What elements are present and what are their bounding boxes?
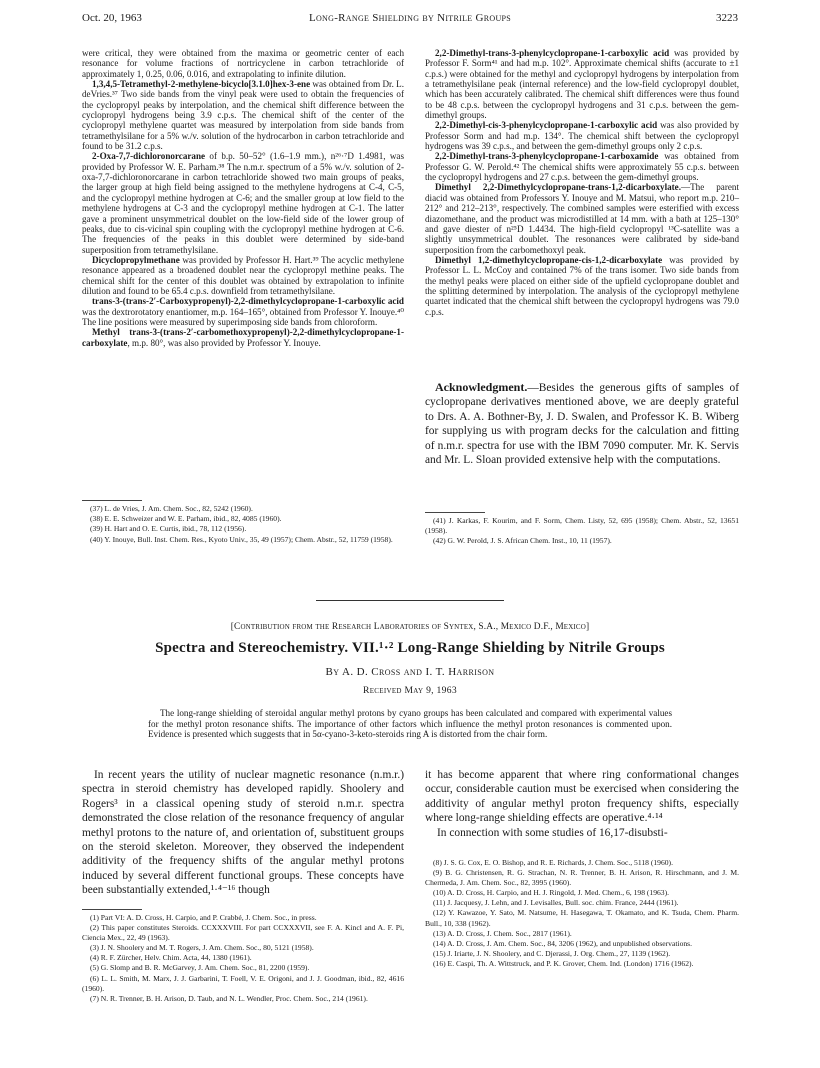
prev-article-right-column [425,48,739,317]
paragraph-text: was the dextrorotatory enantiomer, m.p. 164–165°, obtained from Professor Y. Inouye.⁴⁰ The line positions were measured by superimposing side bands from chloroform. [82,306,404,327]
header-date: Oct. 20, 1963 [82,12,142,24]
compound-name: trans-3-(trans-2′-Carboxypropenyl)-2,2-dimethylcyclopropane-1-carboxylic acid [92,296,404,307]
compound-name: 2-Oxa-7,7-dichloronorcarane [92,151,206,162]
paragraph [82,79,404,151]
paragraph-text: was obtained from Dr. L. deVries.³⁷ Two side bands from the vinyl peak were used to obtain the frequencies of the cyclopropyl peaks by interpolation, and the chemical shift difference between the cyclopropyl hydrogens being 3.9 c.p.s. The chemical shift of the center of the cyclopropyl methylene quartet was measured by interpolation from side bands from tetramethylsilane for a 5% w./v. solution of the hydrocarbon in carbon tetrachloride and found to be 31.2 c.p.s. [82,79,404,152]
footnote-rule [82,500,142,501]
footnote: (8) J. S. G. Cox, E. O. Bishop, and R. E. Richards, J. Chem. Soc., 5118 (1960). [433,858,673,867]
paragraph: were critical, they were obtained from the maxima or geometric center of each resonance for volume fractions of nortricyclene in carbon tetrachloride of approximately 1, 0.25, 0.06, 0.016, and extrapolating to infinite dilution. [82,48,404,79]
footnote: (12) Y. Kawazoe, Y. Sato, M. Natsume, H. Hasegawa, T. Okamato, and K. Tsuda, Chem. Pharm. Bull., 10, 338 (1962). [425,908,739,928]
paragraph [425,151,739,182]
footnote: (7) N. R. Trenner, B. H. Arison, D. Taub, and N. L. Wendler, Proc. Chem. Soc., 214 (1961). [90,993,368,1003]
footnote: (5) G. Slomp and B. R. McGarvey, J. Am. Chem. Soc., 81, 2200 (1959). [90,963,310,973]
acknowledgment-title: Acknowledgment. [435,380,528,394]
footnote-rule [82,909,142,910]
footnote: (3) J. N. Shoolery and M. T. Rogers, J. Am. Chem. Soc., 80, 5121 (1958). [90,943,314,953]
article-authors: By A. D. Cross and I. T. Harrison [325,666,495,678]
paragraph [82,255,404,296]
footnote: (9) B. G. Christensen, R. G. Strachan, N. R. Trenner, B. H. Arison, R. Hirschmann, and J. M. Chermeda, J. Am. Chem. Soc., 82, 3995 (1960). [425,868,739,888]
footnote: (11) J. Jacquesy, J. Lehn, and J. Levisalles, Bull. soc. chim. France, 2444 (1961). [433,898,679,908]
paragraph [425,255,739,317]
compound-name: 2,2-Dimethyl-cis-3-phenylcyclopropane-1-carboxylic acid [435,120,658,131]
footnote: (10) A. D. Cross, H. Carpio, and H. J. Ringold, J. Med. Chem., 6, 198 (1963). [433,888,670,898]
paragraph-text: was obtained from Professor G. W. Perold.⁴² The chemical shifts were approximately 55 c.p.s. between the cyclopropyl hydrogens and 27 c.p.s. between the gem-dimethyl groups. [425,151,739,183]
article-abstract: The long-range shielding of steroidal angular methyl protons by cyano groups has been calculated and compared with experimental values for the methyl proton resonance shifts. The importance of other factors which influence the methyl proton resonances is commented upon. Evidence is presented which suggests that in 5α-cyano-3-keto-steroids ring A is distorted from the chair form. [148,708,672,740]
header-running-title: Long-Range Shielding by Nitrile Groups [308,12,512,24]
paragraph-text: , m.p. 80°, was also provided by Professor Y. Inouye. [127,337,321,348]
paragraph [425,120,739,151]
paragraph-text: —The parent diacid was obtained from Professors Y. Inouye and M. Matsui, who report m.p. 210–212° and 212–213°, respectively. The combined samples were esterified with excess diazomethane, and the product was microdistilled at 14 mm. with a bath at 125–130° and gave diester of n²⁵D 1.4434. The high-field cyclopropyl ¹³C-satellite was a slightly unsymmetrical doublet. The resonances were calibrated by side-band superposition from the carbomethoxyl peak. [425,182,739,255]
paragraph-text: of b.p. 50–52° (1.6–1.9 mm.), n²⁶·⁷D 1.4981, was provided by Professor W. E. Parham.³⁸ The n.m.r. spectrum of a 5% w./v. solution of 2-oxa-7,7-dichloronorcarane in carbon tetrachloride showed two main groups of peaks, the larger group at high field being assigned to the methylene hydrogens at C-4, C-5, and the cyclopropyl methine hydrogen at C-6; and the smaller group at low field to the methylene hydrogens at C-3 and the cyclopropyl methine hydrogen at C-1. The latter gave a prominent unsymmetrical doublet on the low-field side of the lower group of peaks, due to cis-vicinal spin coupling with the cyclopropyl methine hydrogen at C-6. The frequencies of the peaks in this doublet were determined by side-band superposition from tetramethylsilane. [82,151,404,255]
compound-name: 2,2-Dimethyl-trans-3-phenylcyclopropane-1-carboxylic acid [435,48,670,58]
prev-article-right-footnotes [425,512,739,547]
footnote: (6) L. L. Smith, M. Marx, J. J. Garbarini, T. Foell, V. E. Origoni, and J. J. Goodman, ibid., 82, 4616 (1960). [82,973,404,993]
footnote: (13) A. D. Cross, J. Chem. Soc., 2817 (1961). [433,928,572,938]
footnote: (4) R. F. Zürcher, Helv. Chim. Acta, 44, 1380 (1961). [90,953,252,963]
compound-name: Dimethyl 1,2-dimethylcyclopropane-cis-1,2-dicarboxylate [435,254,663,265]
paragraph [82,327,404,348]
footnote: (16) E. Caspi, Th. A. Wittstruck, and P. K. Grover, Chem. Ind. (London) 1716 (1962). [433,958,694,968]
paragraph: In recent years the utility of nuclear magnetic resonance (n.m.r.) spectra in steroid chemistry has developed rapidly. Shoolery and Rogers³ in a classical opening study of steroid n.m.r. spectra demonstrated the close relation of the resonance frequency of angular methyl protons to the nature of, and orientation of, substituent groups on the steroid skeleton. Moreover, they observed the independent additivity of the frequency shifts of the angular methyl protons induced by several different functional groups. These concepts have been substantially extended,¹·⁴⁻¹⁶ though [82,769,404,897]
footnote: (42) G. W. Perold, J. S. African Chem. Inst., 10, 11 (1957). [433,536,612,546]
footnote: (15) J. Iriarte, J. N. Shoolery, and C. Djerassi, J. Org. Chem., 27, 1139 (1962). [433,948,671,958]
article-separator [316,600,504,601]
paragraph [425,48,739,120]
footnote: (41) J. Karkas, F. Kourim, and F. Sorm, Chem. Listy, 52, 695 (1958); Chem. Abstr., 52, 13651 (1958). [425,516,739,536]
footnote: (14) A. D. Cross, J. Am. Chem. Soc., 84, 3206 (1962), and unpublished observations. [433,938,693,948]
footnote: (39) H. Hart and O. E. Curtis, ibid., 78, 112 (1956). [90,524,247,534]
paragraph-text: was also provided by Professor Sorm and had m.p. 134°. The chemical shift between the cyclopropyl hydrogens was 39 c.p.s., and between the gem-dimethyl groups only 2 c.p.s. [425,120,739,152]
compound-name: Dimethyl 2,2-Dimethylcyclopropane-trans-1,2-dicarboxylate. [435,182,681,193]
footnote: (1) Part VI: A. D. Cross, H. Carpio, and P. Crabbé, J. Chem. Soc., in press. [90,913,317,922]
header-page-number: 3223 [716,12,738,24]
article-title: Spectra and Stereochemistry. VII.¹·² Long-Range Shielding by Nitrile Groups [155,640,665,656]
acknowledgment-text: —Besides the generous gifts of samples of cyclopropane derivatives mentioned above, we are deeply grateful to Drs. A. A. Bothner-By, J. D. Swalen, and Professor K. B. Wiberg for supplying us with program decks for the calculation and fitting of n.m.r. spectra for use with the IBM 7090 computer. Mr. K. Servis and Mr. L. Sloan provided extensive help with the computations. [425,382,739,467]
footnote: (38) E. E. Schweizer and W. E. Parham, ibid., 82, 4085 (1960). [90,514,282,524]
compound-name: 2,2-Dimethyl-trans-3-phenylcyclopropane-1-carboxamide [435,151,659,162]
paragraph-text: was provided by Professor L. L. McCoy and contained 7% of the trans isomer. Two side bands from the methyl peaks were placed on either side of the upfield cyclopropane doublet and the splitting determined by interpolation. The analysis of the cyclopropyl methylene quartet indicated that the chemical shift between the cyclopropyl hydrogens was 79.0 c.p.s. [425,254,739,317]
footnote: (2) This paper constitutes Steroids. CCXXXVIII. For part CCXXXVII, see F. A. Kincl and A. F. Pi, Ciencia Mex., 22, 49 (1963). [82,923,404,943]
article-footnotes-left [82,909,404,1004]
paragraph: In connection with some studies of 16,17-disubsti- [437,826,668,839]
paragraph-text: was provided by Professor F. Sorm⁴¹ and had m.p. 102°. Approximate chemical shifts (accurate to ±1 c.p.s.) were obtained for the methyl and cyclopropyl hydrogens by interpolation from a tetramethylsilane peak (internal reference) and the low-field cyclopropyl doublet, which has been accurately calibrated. The chemical shift differences were thus found to be 48 c.p.s. between the cyclopropyl hydrogens and 31 c.p.s. between the gem-dimethyl groups. [425,48,739,121]
article-body-right [425,768,739,840]
article-footnotes-right [425,858,739,969]
prev-article-left-column [82,48,404,348]
paragraph [425,182,739,254]
compound-name: Methyl trans-3-(trans-2′-carbomethoxypropenyl)-2,2-dimethylcyclopropane-1-carboxylate [82,327,404,348]
footnote-rule [425,512,485,513]
acknowledgment [425,380,739,467]
paragraph: it has become apparent that where ring conformational changes occur, considerable caution must be exercised when considering the additivity of angular methyl proton frequency shifts, especially where long-range shielding effects are operative.⁴·¹⁴ [425,769,739,825]
footnote: (40) Y. Inouye, Bull. Inst. Chem. Res., Kyoto Univ., 35, 49 (1957); Chem. Abstr., 52, 11759 (1958). [90,534,393,544]
received-date: Received May 9, 1963 [363,685,457,696]
article-body-left [82,768,404,898]
compound-name: Dicyclopropylmethane [92,254,180,265]
contribution-line [82,622,738,632]
paragraph-text: was provided by Professor H. Hart.³⁹ The acyclic methylene resonance appeared as a broadened doublet near the cyclopropyl methine peaks. The chemical shift for the center of this doublet was obtained by extrapolation to infinite dilution and found to be 65.4 c.p.s. downfield from tetramethylsilane. [82,254,404,296]
footnote: (37) L. de Vries, J. Am. Chem. Soc., 82, 5242 (1960). [90,504,253,513]
paragraph [82,151,404,254]
prev-article-left-footnotes [82,500,404,545]
page-header [82,12,738,30]
compound-name: 1,3,4,5-Tetramethyl-2-methylene-bicyclo[3.1.0]hex-3-ene [92,79,311,90]
paragraph [82,296,404,327]
contribution-text: [Contribution from the Research Laboratories of Syntex, S.A., Mexico D.F., Mexico] [230,622,590,632]
